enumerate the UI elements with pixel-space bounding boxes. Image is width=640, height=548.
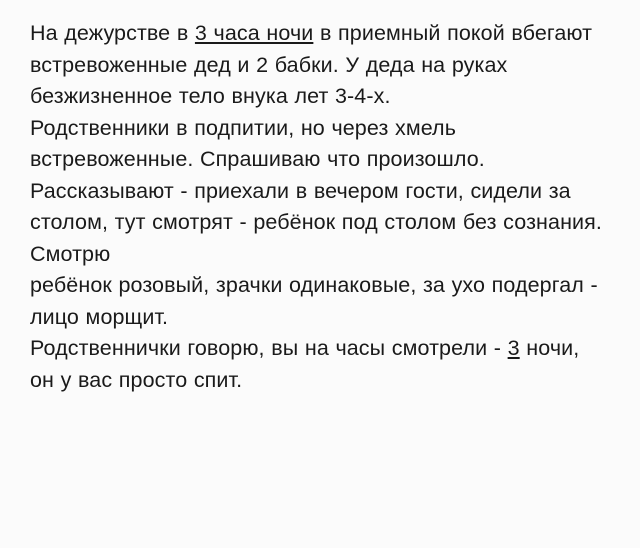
text-run: в приемный покой вбегают встревоженные дед и 2 бабки. У деда на руках безжизненное тело внука лет 3-4-х. — [30, 21, 593, 108]
text-run: На дежурстве в — [30, 21, 195, 45]
paragraph-1 — [30, 18, 606, 113]
text-run: ребёнок розовый, зрачки одинаковые, за ухо подергал - лицо морщит. — [30, 273, 598, 329]
paragraph-3 — [30, 176, 606, 271]
underlined-text-run: 3 — [507, 336, 520, 360]
paragraph-5 — [30, 333, 606, 396]
paragraph-4 — [30, 270, 606, 333]
underlined-text-run: 3 часа ночи — [194, 21, 314, 45]
text-run: ночи, он у вас просто спит. — [30, 336, 580, 392]
text-run: Родственнички говорю, вы на часы смотрели - — [30, 336, 508, 360]
paragraph-2 — [30, 113, 606, 176]
story-text — [30, 18, 606, 396]
text-run: Родственники в подпитии, но через хмель встревоженные. Спрашиваю что произошло. — [30, 115, 485, 171]
text-run: Рассказывают - приехали в вечером гости, сидели за столом, тут смотрят - ребёнок под столом без сознания. Смотрю — [30, 178, 602, 266]
